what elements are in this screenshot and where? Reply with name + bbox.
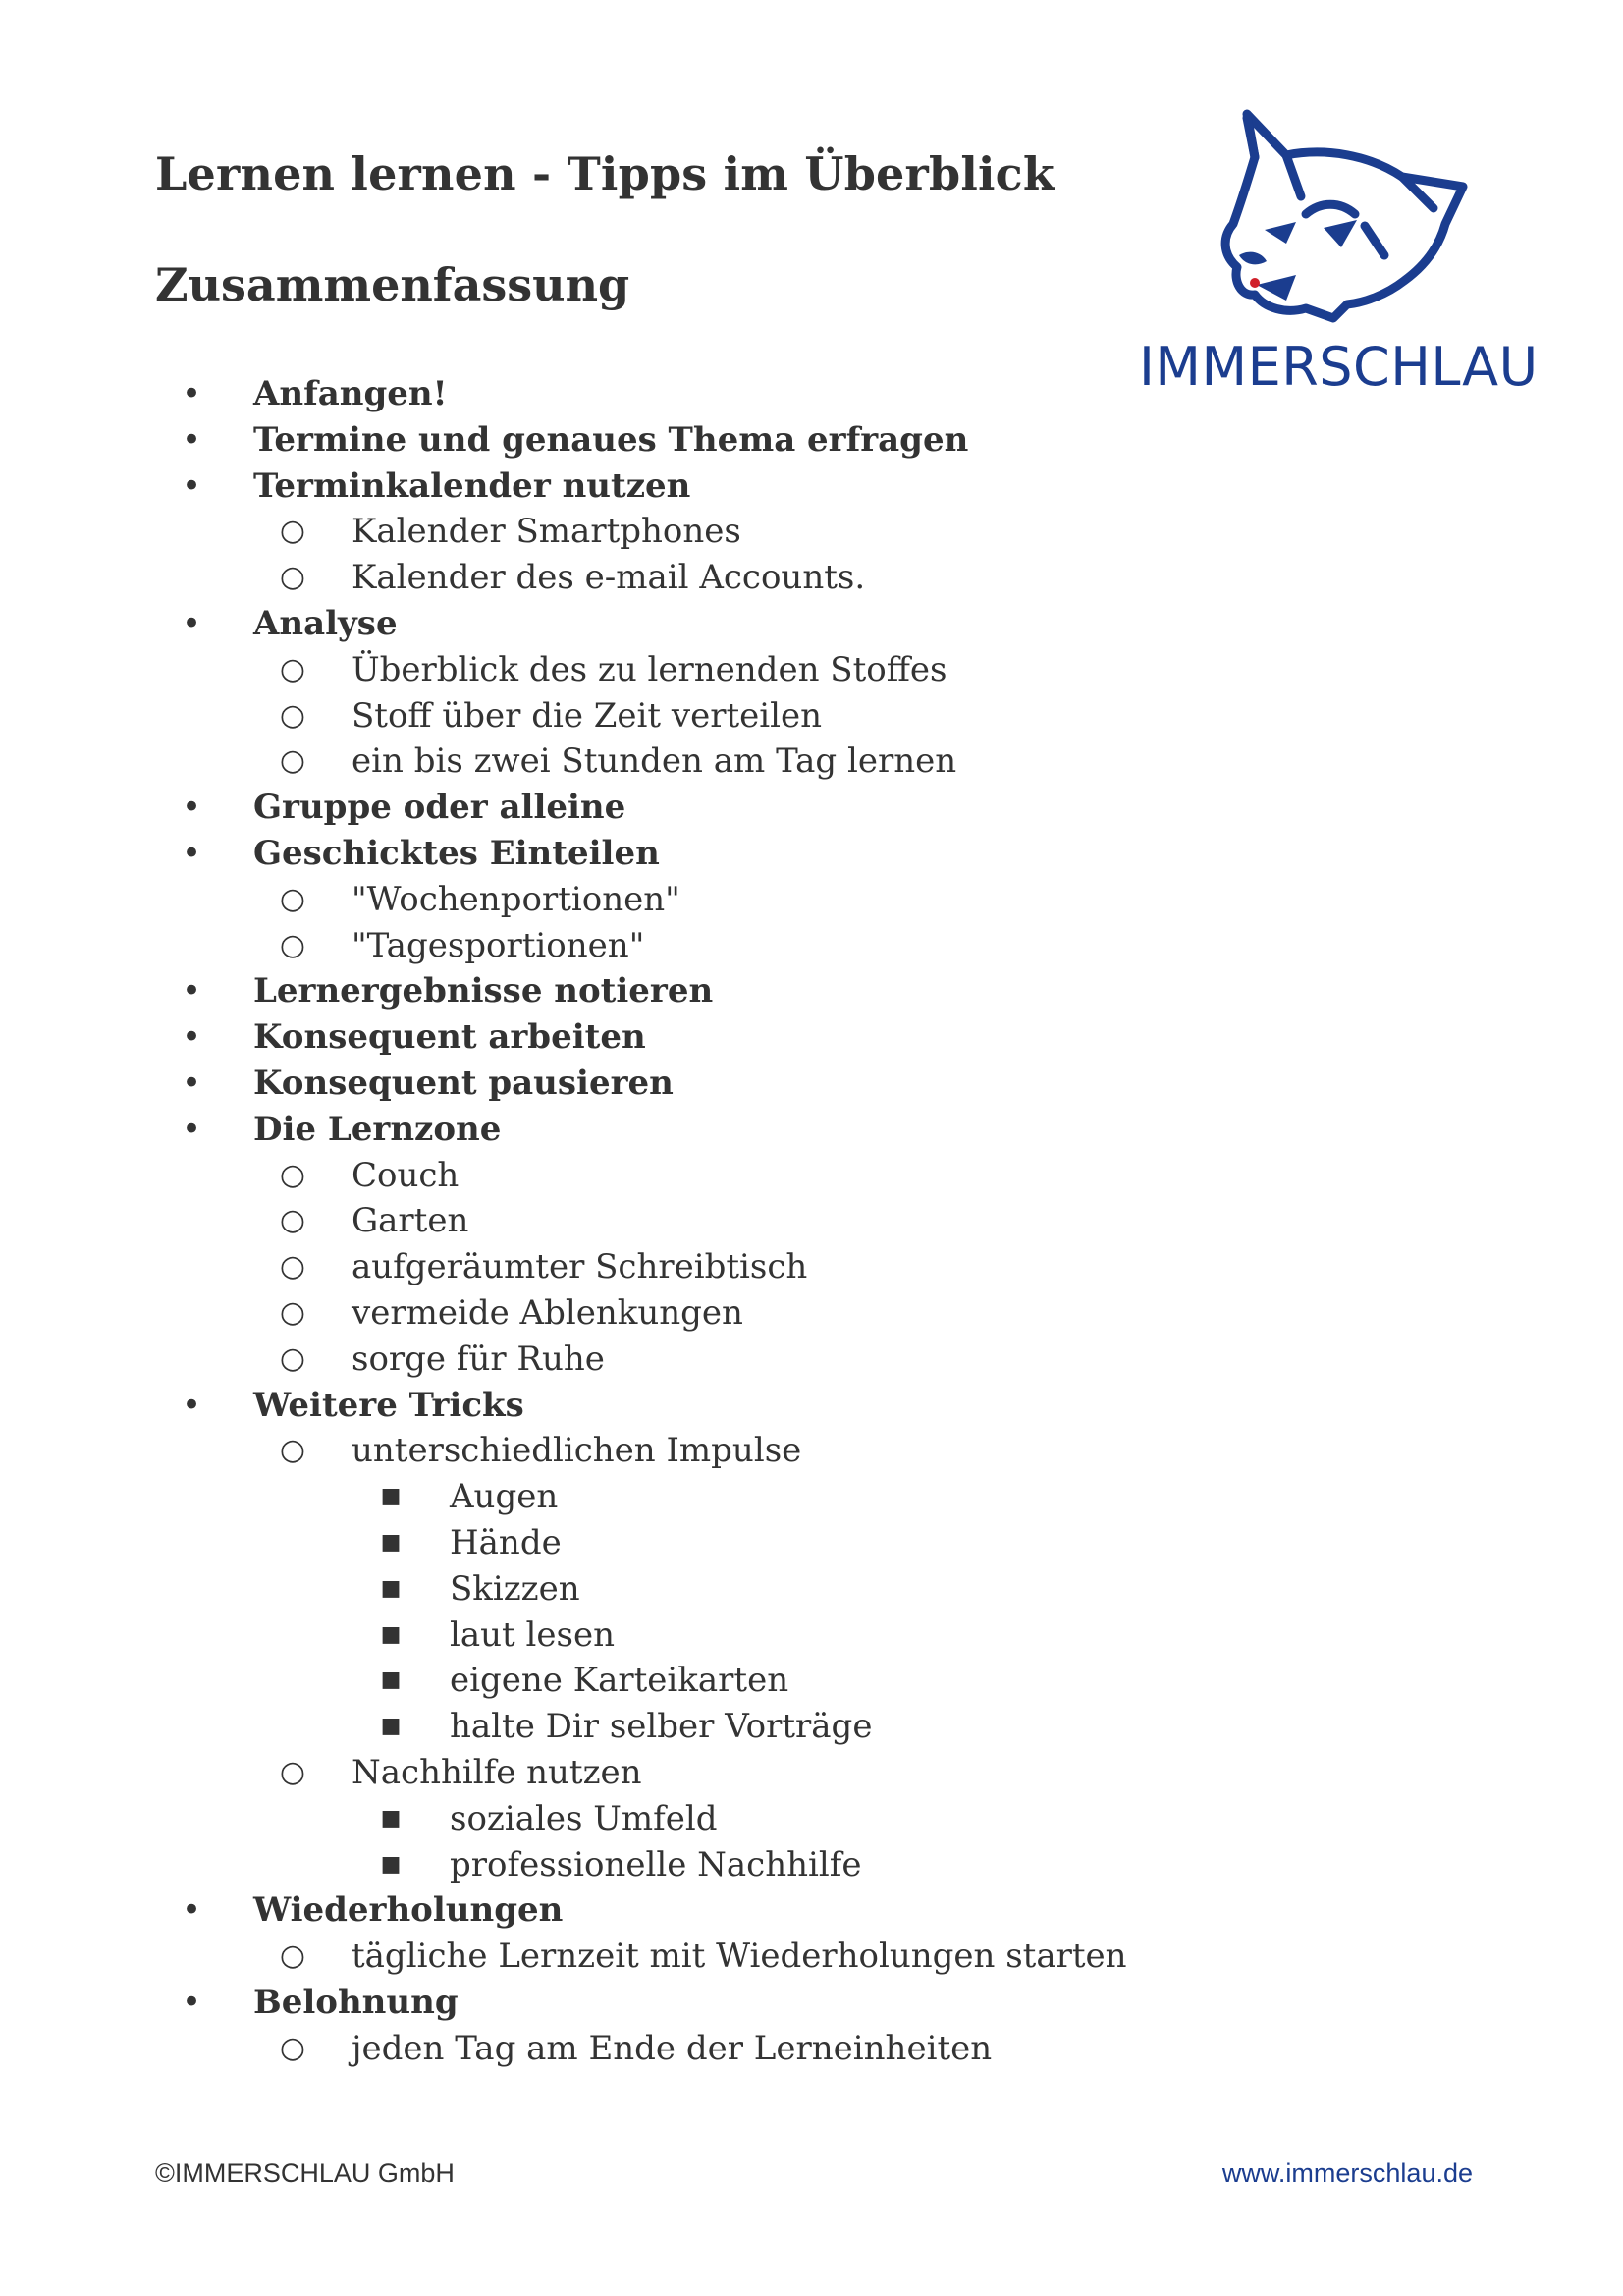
list-item-text: Kalender des e-mail Accounts. (352, 558, 866, 598)
bullet-icon: ■ (380, 1851, 402, 1877)
list-item-text: sorge für Ruhe (352, 1339, 605, 1379)
bullet-icon: • (181, 1983, 202, 2022)
list-item-text: unterschiedlichen Impulse (352, 1431, 802, 1471)
bullet-icon: • (181, 788, 202, 828)
list-item-text: Hände (450, 1523, 562, 1562)
footer-copyright: ©IMMERSCHLAU GmbH (155, 2159, 455, 2188)
bullet-icon: ○ (279, 1433, 306, 1468)
list-item-text: Augen (450, 1477, 559, 1517)
list-item-text: Lernergebnisse notieren (253, 971, 714, 1011)
bullet-icon: • (181, 604, 202, 643)
bullet-icon: ○ (279, 2030, 306, 2065)
bullet-icon: ■ (380, 1667, 402, 1693)
bullet-icon: ○ (279, 1340, 306, 1376)
list-item-text: Couch (352, 1155, 460, 1195)
list-item-text: Wiederholungen (253, 1890, 564, 1931)
list-item-text: Anfangen! (253, 374, 448, 413)
list-item-text: jeden Tag am Ende der Lerneinheiten (352, 2028, 993, 2068)
list-item-text: Termine und genaues Thema erfragen (253, 419, 969, 460)
bullet-icon: ○ (279, 1203, 306, 1238)
list-item-text: Terminkalender nutzen (253, 465, 691, 506)
bullet-icon: • (181, 1890, 202, 1931)
bullet-icon: ■ (380, 1621, 402, 1647)
bullet-icon: • (181, 374, 202, 413)
bullet-icon: ○ (279, 1755, 306, 1789)
list-item-text: aufgeräumter Schreibtisch (352, 1247, 808, 1287)
bullet-icon: ○ (279, 651, 306, 686)
section-title: Zusammenfassung (155, 258, 630, 311)
bullet-icon: ■ (380, 1575, 402, 1601)
list-item-text: Kalender Smartphones (352, 512, 741, 552)
bullet-icon: ■ (380, 1530, 402, 1555)
list-item-text: Nachhilfe nutzen (352, 1753, 642, 1792)
list-item-text: Analyse (253, 604, 398, 643)
page-title: Lernen lernen - Tipps im Überblick (155, 147, 1055, 200)
bullet-icon: • (181, 1017, 202, 1058)
list-item-text: Stoff über die Zeit verteilen (352, 695, 823, 736)
bullet-icon: ○ (279, 1157, 306, 1192)
list-item-text: Skizzen (450, 1568, 580, 1609)
bullet-icon: ○ (279, 560, 306, 595)
bullet-icon: ○ (279, 514, 306, 549)
list-item-text: Konsequent arbeiten (253, 1017, 646, 1058)
bullet-icon: • (181, 834, 202, 873)
list-item-text: halte Dir selber Vorträge (450, 1707, 873, 1747)
list-item-text: Gruppe oder alleine (253, 788, 626, 828)
bullet-icon: ■ (380, 1484, 402, 1509)
bullet-icon: ■ (380, 1805, 402, 1831)
bullet-icon: ○ (279, 743, 306, 779)
list-item-text: eigene Karteikarten (450, 1661, 789, 1701)
list-item-text: Garten (352, 1201, 469, 1241)
list-item-text: laut lesen (450, 1614, 615, 1655)
list-item-text: Geschicktes Einteilen (253, 834, 660, 873)
bullet-icon: ○ (279, 927, 306, 962)
bullet-icon: • (181, 1385, 202, 1425)
bullet-icon: • (181, 971, 202, 1011)
list-item-text: vermeide Ablenkungen (352, 1293, 743, 1333)
list-item-text: "Wochenportionen" (352, 879, 680, 919)
bullet-icon: ■ (380, 1714, 402, 1739)
bullet-icon: • (181, 419, 202, 460)
list-item-text: "Tagesportionen" (352, 925, 645, 965)
footer-website-link[interactable]: www.immerschlau.de (1221, 2159, 1473, 2188)
bullet-icon: ○ (279, 697, 306, 733)
bullet-icon: • (181, 1064, 202, 1103)
list-item-text: ein bis zwei Stunden am Tag lernen (352, 741, 957, 782)
list-item-text: Belohnung (253, 1983, 459, 2022)
bullet-icon: ○ (279, 881, 306, 916)
list-item-text: Die Lernzone (253, 1109, 502, 1149)
logo-text: IMMERSCHLAU (1139, 336, 1539, 398)
bullet-icon: • (181, 1109, 202, 1149)
bullet-icon: • (181, 465, 202, 506)
bullet-icon: ○ (279, 1295, 306, 1330)
list-item-text: Konsequent pausieren (253, 1064, 674, 1103)
bullet-icon: ○ (279, 1939, 306, 1974)
bullet-icon: ○ (279, 1249, 306, 1285)
list-item-text: soziales Umfeld (450, 1798, 718, 1838)
list-item-text: tägliche Lernzeit mit Wiederholungen starten (352, 1937, 1127, 1977)
list-item-text: Weitere Tricks (253, 1385, 524, 1425)
list-item-text: professionelle Nachhilfe (450, 1844, 862, 1885)
list-item-text: Überblick des zu lernenden Stoffes (352, 649, 947, 689)
